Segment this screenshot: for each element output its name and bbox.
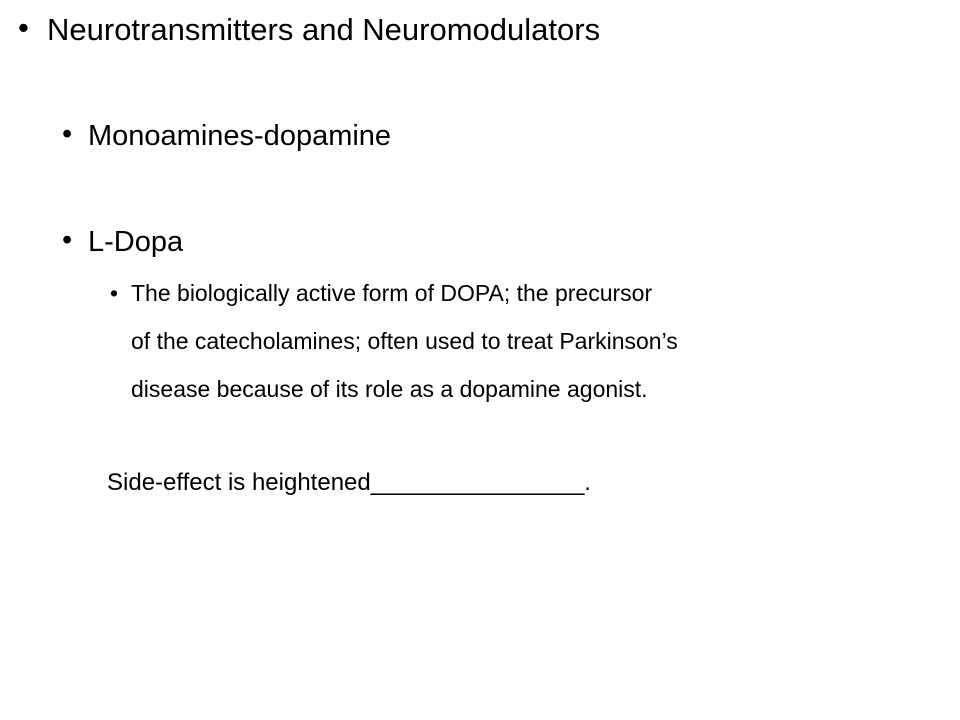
definition-line-1: The biologically active form of DOPA; the precursor — [131, 280, 653, 306]
definition-line-2: of the catecholamines; often used to treat Parkinson’s — [131, 328, 678, 354]
ldopa-bullet: • — [62, 224, 73, 256]
fill-in-question: Side-effect is heightened________________. — [107, 469, 591, 496]
heading-bullet: • — [18, 10, 29, 45]
definition-line-3: disease because of its role as a dopamine agonist. — [131, 376, 648, 402]
monoamines-bullet: • — [62, 118, 73, 150]
slide-heading: Neurotransmitters and Neuromodulators — [47, 12, 601, 47]
ldopa-item: L-Dopa — [88, 226, 184, 258]
monoamines-item: Monoamines-dopamine — [88, 120, 392, 152]
definition-bullet: • — [110, 280, 119, 306]
